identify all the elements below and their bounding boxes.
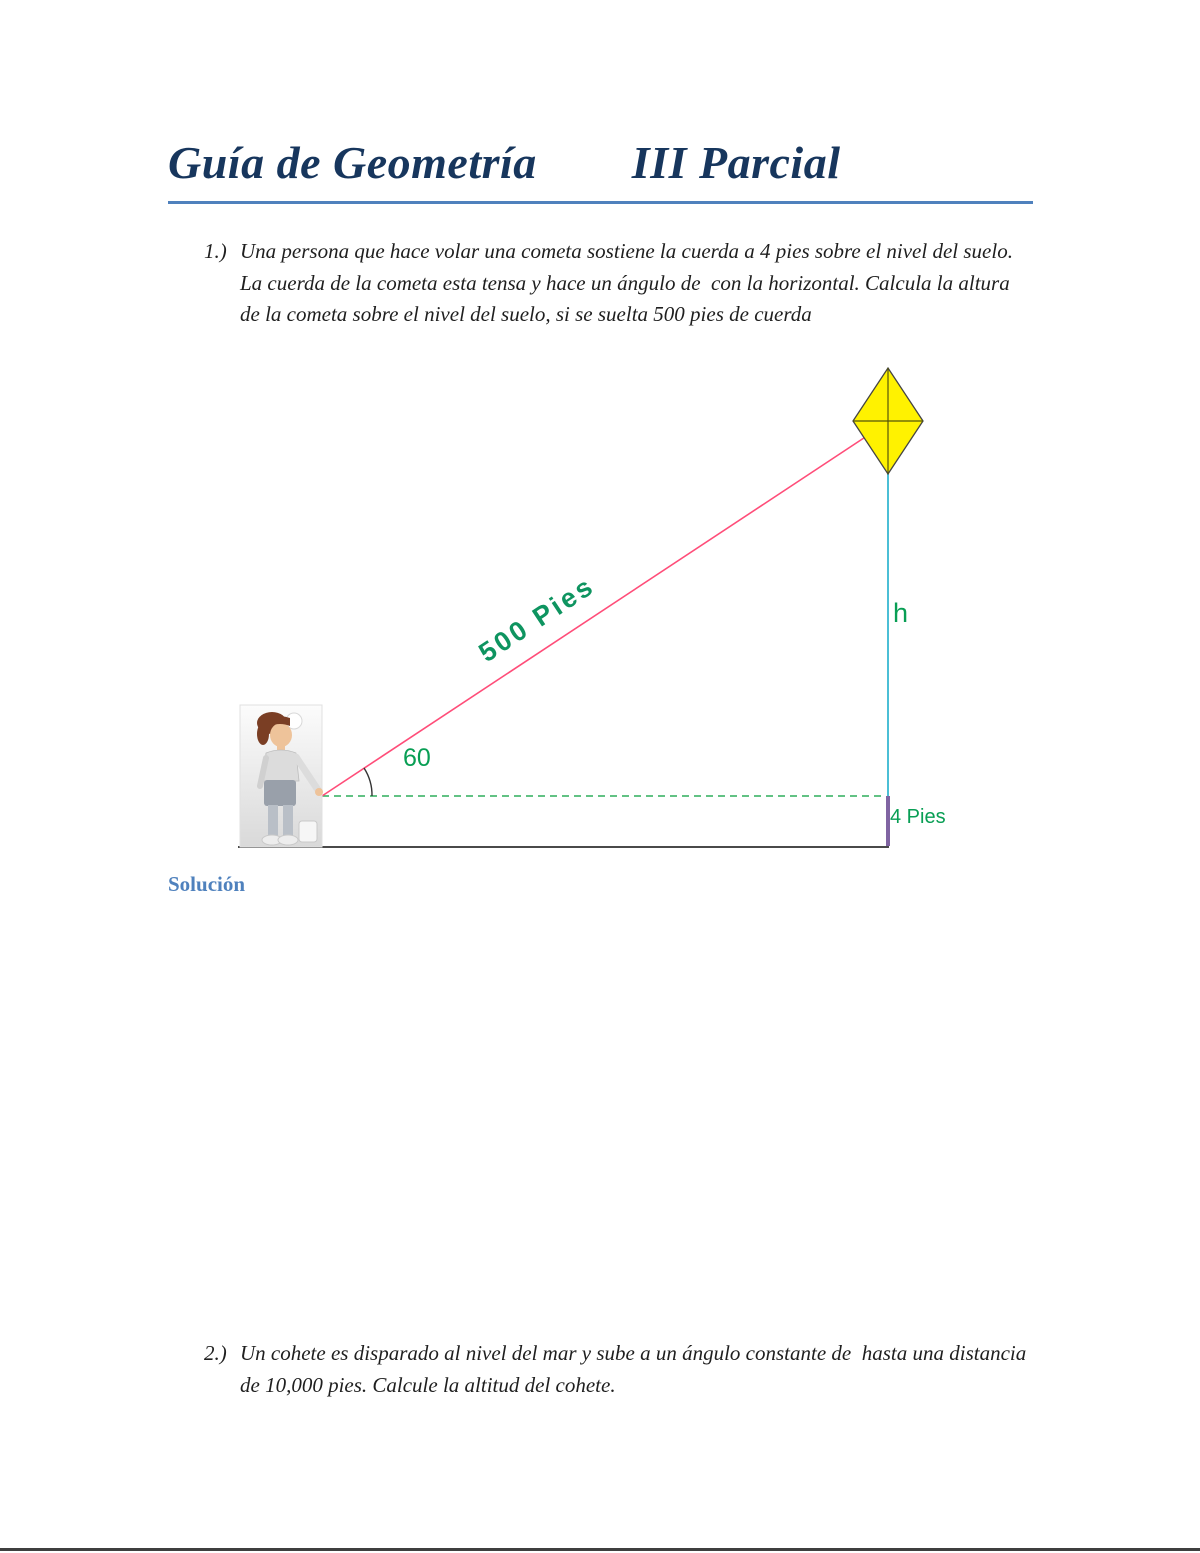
kite-shape xyxy=(853,368,923,474)
problem-1-number: 1.) xyxy=(204,239,227,263)
problem-1-text: Una persona que hace volar una cometa sostiene la cuerda a 4 pies sobre el nivel del suelo. La cuerda de la cometa esta tensa y hace un ángulo de con la horizontal. Calcula la altura de la cometa sobre el nivel del suelo, si se suelta 500 pies de cuerda xyxy=(240,239,1019,326)
person-figure xyxy=(240,705,323,847)
problem-2-text: Un cohete es disparado al nivel del mar y sube a un ángulo constante de hasta una distancia de 10,000 pies. Calcule la altitud del cohete. xyxy=(240,1341,1032,1397)
angle-arc xyxy=(364,768,372,796)
page-bottom-edge xyxy=(0,1548,1200,1551)
angle-label: 60 xyxy=(403,744,431,772)
base-height-label: 4 Pies xyxy=(890,806,946,828)
document-title: Guía de Geometría xyxy=(168,137,537,188)
rope-line xyxy=(322,426,882,796)
rope-length-label: 500 Pies xyxy=(473,570,601,669)
title-underline xyxy=(168,201,1033,204)
document-title-block xyxy=(168,136,840,189)
solution-heading: Solución xyxy=(168,872,246,896)
problem-2-number: 2.) xyxy=(204,1341,227,1365)
height-label: h xyxy=(893,598,909,628)
problem-2 xyxy=(168,1338,1030,1401)
document-subtitle: III Parcial xyxy=(631,137,841,188)
problem-1 xyxy=(168,236,1030,331)
kite-diagram xyxy=(160,360,960,860)
